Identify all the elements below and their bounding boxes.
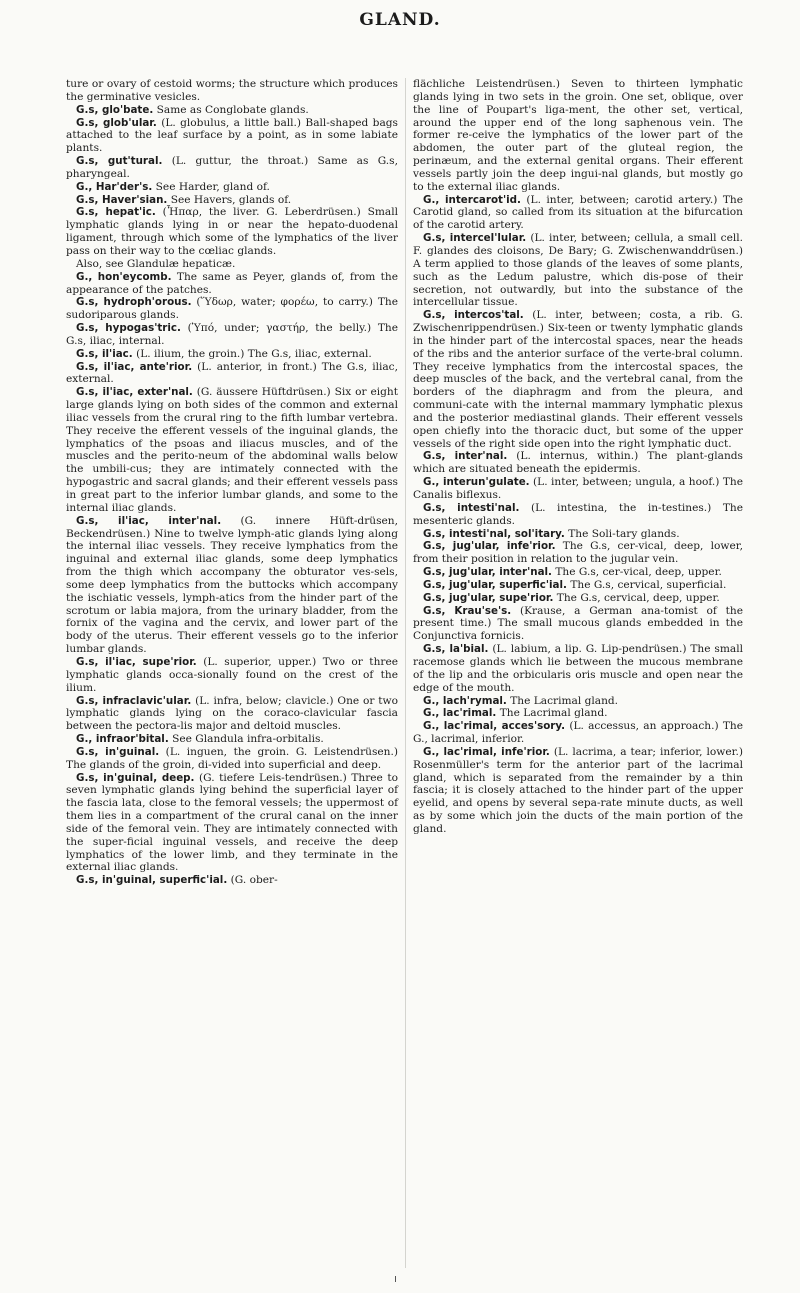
left-column	[66, 78, 398, 887]
dictionary-entry	[413, 746, 743, 836]
entry-definition: (L. labium, a lip. G. Lip-pendrüsen.) The small racemose glands which lie between the mucous membrane of the lip and the orbicularis oris muscle and open near the edge of the mouth.	[413, 643, 743, 694]
entry-definition: (G. äussere Hüftdrüsen.) Six or eight large glands lying on both sides of the common and external iliac vessels from the crural ring to the fifth lumbar vertebra. They receive the efferent vessels of the inguinal glands, the lymphatics of the psoas and iliacus muscles, and of the muscles and the perito-neum of the abdominal walls below the umbili-cus; they are intimately connected with the hypogastric and sacral glands; and their efferent vessels pass in great part to the inferior lumbar glands, and some to the internal iliac glands.	[66, 386, 398, 514]
entry-headword: G.s, jug'ular, inter'nal.	[423, 566, 552, 579]
entry-headword: G.s, hepat'ic.	[76, 206, 156, 219]
dictionary-entry	[66, 271, 398, 297]
entry-headword: G.s, intercos'tal.	[423, 309, 524, 322]
entry-definition: (L. guttur, the throat.) Same as G.s, pharyngeal.	[66, 155, 398, 180]
dictionary-entry	[66, 746, 398, 772]
dictionary-entry	[66, 874, 398, 887]
dictionary-entry	[66, 772, 398, 875]
entry-definition: (L. internus, within.) The plant-glands which are situated beneath the epidermis.	[413, 450, 743, 476]
entry-definition: (L. intestina, the in-testines.) The mesenteric glands.	[413, 501, 743, 527]
dictionary-entry	[413, 592, 743, 605]
entry-headword: G.s, intercel'lular.	[423, 232, 527, 245]
entry-definition: (L. inter, between; cellula, a small cell. F. glandes des cloisons, De Bary; G. Zwischenwanddrüsen.) A term applied to those glands of the leaves of some plants, such as the Ledum palustre, which dis-pose of their secretion, not outwardly, but into the substance of the intercellular tissue.	[413, 232, 743, 309]
dictionary-entry	[66, 695, 398, 734]
entry-definition: (L. globulus, a little ball.) Ball-shaped bags attached to the leaf surface by a point, as in some labiate plants.	[66, 116, 398, 155]
entry-definition: The same as Peyer, glands of, from the appearance of the patches.	[66, 270, 398, 296]
entry-headword: G.s, il'iac, inter'nal.	[76, 514, 222, 527]
dictionary-entry	[66, 194, 398, 207]
entry-definition: The G.s, cervical, superficial.	[566, 578, 727, 591]
entry-headword: G., intercarot'id.	[423, 193, 521, 206]
entry-definition: (Ἧπαρ, the liver. G. Leberdrüsen.) Small lymphatic glands lying in or near the hepato-duodenal ligament, through which some of the lymphatics of the liver pass on their way to the cœliac glands.	[66, 206, 398, 257]
entry-definition: (G. tiefere Leis-tendrüsen.) Three to seven lymphatic glands lying behind the superficial layer of the fascia lata, close to the femoral vessels; the uppermost of them lies in a compartment of the crural canal on the inner side of the femoral vein. They are intimately connected with the super-ficial inguinal vessels, and receive the deep lymphatics of the lower limb, and they terminate in the external iliac glands.	[66, 771, 398, 874]
entry-definition: (G. innere Hüft-drüsen, Beckendrüsen.) Nine to twelve lymph-atic glands lying along the internal iliac vessels. They receive lymphatics from the inguinal and external iliac glands, some deep lymphatics from the thigh which accompany the obturator ves-sels, some deep lymphatics from the buttocks which accompany the ischiatic vessels, lymph-atics from the hinder part of the scrotum or labia majora, from the urinary bladder, from the fornix of the vagina and the cervix, and lower part of the body of the uterus. Their efferent vessels go to the inferior lumbar glands.	[66, 514, 398, 656]
entry-headword: G., interun'gulate.	[423, 476, 530, 489]
entry-definition: (L. infra, below; clavicle.) One or two lymphatic glands lying on the coraco-clavicular fascia between the pectora-lis major and deltoid muscles.	[66, 694, 398, 733]
entry-headword: G., infraor'bital.	[76, 733, 169, 746]
entry-headword: G.s, il'iac, ante'rior.	[76, 360, 193, 373]
entry-headword: G., lac'rimal, infe'rior.	[423, 745, 550, 758]
dictionary-entry	[413, 528, 743, 541]
entry-definition: (L. inter, between; carotid artery.) The Carotid gland, so called from its situation at the bifurcation of the carotid artery.	[413, 193, 743, 232]
entry-definition: Also, see Glandulæ hepaticæ.	[76, 257, 236, 270]
entry-headword: G.s, in'guinal, superfic'ial.	[76, 874, 228, 887]
entry-definition: (L. inter, between; ungula, a hoof.) The Canalis biflexus.	[413, 476, 743, 501]
dictionary-entry	[66, 155, 398, 181]
dictionary-entry	[413, 566, 743, 579]
entry-headword: G.s, gut'tural.	[76, 155, 163, 168]
entry-text	[66, 258, 398, 271]
entry-definition: (L. accessus, an approach.) The G., lacrimal, inferior.	[413, 720, 743, 746]
dictionary-entry	[413, 476, 743, 502]
entry-headword: G.s, jug'ular, infe'rior.	[423, 540, 556, 553]
entry-headword: G.s, in'guinal, deep.	[76, 771, 195, 784]
entry-headword: G.s, inter'nal.	[423, 450, 508, 463]
entry-definition: (Ὕδωρ, water; φορέω, to carry.) The sudoriparous glands.	[66, 296, 398, 322]
entry-definition: Same as Conglobate glands.	[153, 103, 309, 116]
entry-headword: G.s, jug'ular, supe'rior.	[423, 591, 554, 604]
entry-text	[413, 78, 743, 194]
entry-headword: G., lach'rymal.	[423, 694, 507, 707]
entry-headword: G.s, glob'ular.	[76, 116, 157, 129]
entry-definition: (Ὑπό, under; γαστήρ, the belly.) The G.s, iliac, internal.	[66, 322, 398, 347]
right-column	[413, 78, 743, 836]
entry-headword: G.s, Haver'sian.	[76, 193, 168, 206]
dictionary-entry	[66, 348, 398, 361]
entry-definition: The G.s, cer-vical, deep, lower, from their position in relation to the jugular vein.	[413, 540, 743, 566]
entry-headword: G.s, hydroph'orous.	[76, 296, 192, 309]
dictionary-entry	[66, 322, 398, 348]
entry-headword: G.s, il'iac, exter'nal.	[76, 386, 193, 399]
dictionary-entry	[413, 707, 743, 720]
entry-definition: (L. anterior, in front.) The G.s, iliac, external.	[66, 360, 398, 386]
entry-definition: flächliche Leistendrüsen.) Seven to thirteen lymphatic glands lying in two sets in the groin. One set, oblique, over the line of Poupart's liga-ment, the other set, vertical, around the upper end of the long saphenous vein. The former re-ceive the lymphatics of the lower part of the abdomen, the outer part of the gluteal region, the perinæum, and the external genital organs. Their efferent vessels partly join the deep ingui-nal glands, but mostly go to the external iliac glands.	[413, 78, 743, 193]
dictionary-entry	[66, 361, 398, 387]
page-title: GLAND.	[359, 10, 441, 30]
dictionary-entry	[66, 104, 398, 117]
entry-definition: (L. lacrima, a tear; inferior, lower.) Rosenmüller's term for the anterior part of the lacrimal gland, which is separated from the remainder by a thin fascia; it is closely attached to the hinder part of the upper eyelid, and opens by several sepa-rate minute ducts, as well as by some which join the ducts of the main portion of the gland.	[413, 745, 743, 835]
page-footer-mark	[395, 1276, 396, 1282]
entry-headword: G.s, il'iac, supe'rior.	[76, 655, 197, 668]
dictionary-entry	[66, 656, 398, 695]
entry-headword: G., Har'der's.	[76, 180, 153, 193]
entry-definition: See Harder, gland of.	[152, 180, 270, 193]
entry-definition: (Krause, a German ana-tomist of the present time.) The small mucous glands embedded in the Conjunctiva fornicis.	[413, 604, 743, 643]
entry-headword: G.s, intesti'nal.	[423, 501, 520, 514]
dictionary-entry	[413, 720, 743, 746]
dictionary-entry	[413, 579, 743, 592]
dictionary-entry	[66, 117, 398, 156]
entry-definition: See Glandula infra-orbitalis.	[168, 733, 324, 746]
dictionary-entry	[66, 733, 398, 746]
entry-headword: G.s, in'guinal.	[76, 745, 160, 758]
dictionary-entry	[413, 194, 743, 233]
entry-headword: G.s, Krau'se's.	[423, 604, 512, 617]
entry-headword: G.s, jug'ular, superfic'ial.	[423, 578, 567, 591]
entry-headword: G.s, la'bial.	[423, 643, 489, 656]
dictionary-entry	[66, 181, 398, 194]
entry-headword: G.s, il'iac.	[76, 347, 133, 360]
entry-definition: The Lacrimal gland.	[496, 707, 608, 720]
column-divider	[405, 78, 406, 1268]
entry-headword: G.s, glo'bate.	[76, 103, 154, 116]
dictionary-entry	[413, 232, 743, 309]
dictionary-entry	[413, 450, 743, 476]
dictionary-entry	[413, 695, 743, 708]
entry-headword: G.s, infraclavic'ular.	[76, 694, 192, 707]
entry-definition: (L. superior, upper.) Two or three lymphatic glands occa-sionally found on the crest of the ilium.	[66, 655, 398, 694]
dictionary-entry	[413, 502, 743, 528]
dictionary-entry	[413, 605, 743, 644]
entry-definition: The G.s, cervical, deep, upper.	[553, 591, 720, 604]
entry-definition: (G. ober-	[227, 874, 278, 887]
entry-definition: (L. ilium, the groin.) The G.s, iliac, external.	[132, 347, 372, 360]
entry-headword: G., lac'rimal.	[423, 707, 497, 720]
entry-definition: ture or ovary of cestoid worms; the structure which produces the germinative vesicles.	[66, 78, 398, 103]
entry-headword: G., hon'eycomb.	[76, 270, 172, 283]
entry-definition: The Lacrimal gland.	[506, 694, 619, 707]
dictionary-entry	[66, 206, 398, 257]
entry-definition: See Havers, glands of.	[167, 193, 292, 206]
entry-definition: The G.s, cer-vical, deep, upper.	[551, 566, 722, 579]
dictionary-entry	[413, 643, 743, 694]
dictionary-entry	[413, 309, 743, 450]
entry-headword: G., lac'rimal, acces'sory.	[423, 720, 566, 733]
dictionary-entry	[66, 386, 398, 514]
entry-definition: (L. inter, between; costa, a rib. G. Zwischenrippendrüsen.) Six-teen or twenty lymphatic glands in the hinder part of the intercostal spaces, near the heads of the ribs and the anterior surface of the verte-bral column. They receive lymphatics from the intercostal spaces, the deep muscles of the back, and the vertebral canal, from the borders of the diaphragm and from the pleura, and communi-cate with the internal mammary lymphatic plexus and the posterior mediastinal glands. Their efferent vessels open chiefly into the thoracic duct, but some of the upper vessels of the right side open into the right lymphatic duct.	[413, 309, 743, 450]
dictionary-entry	[413, 540, 743, 566]
entry-headword: G.s, hypogas'tric.	[76, 322, 181, 335]
entry-definition: (L. inguen, the groin. G. Leistendrüsen.) The glands of the groin, di-vided into superficial and deep.	[66, 745, 399, 771]
dictionary-entry	[66, 515, 398, 656]
entry-headword: G.s, intesti'nal, sol'itary.	[423, 527, 565, 540]
entry-definition: The Soli-tary glands.	[564, 527, 680, 540]
entry-text	[66, 78, 398, 104]
dictionary-entry	[66, 296, 398, 322]
